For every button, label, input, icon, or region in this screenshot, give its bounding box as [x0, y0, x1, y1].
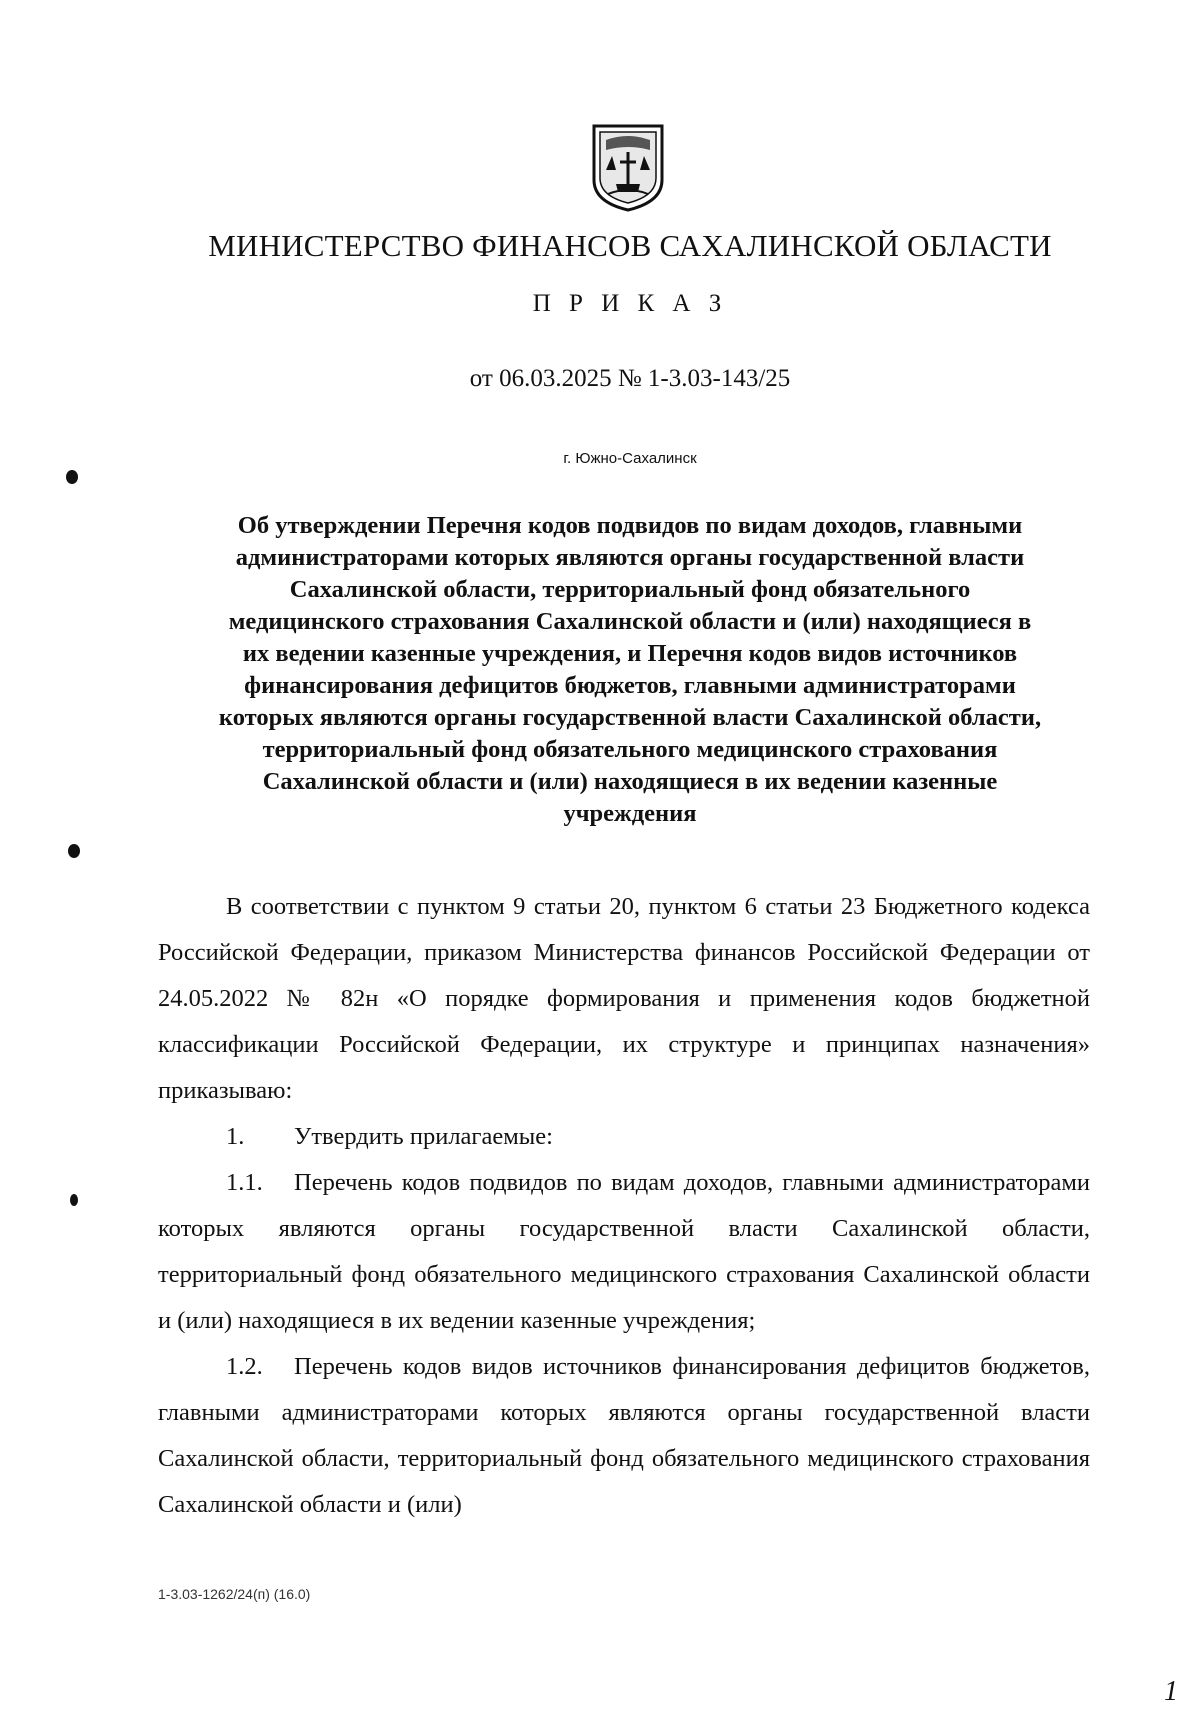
page-number: 1	[1164, 1676, 1178, 1707]
order-body	[158, 884, 1090, 1528]
item-1-2	[158, 1344, 1090, 1528]
city: г. Южно-Сахалинск	[563, 450, 697, 467]
document-code: 1-3.03-1262/24(п) (16.0)	[158, 1586, 311, 1602]
preamble: В соответствии с пунктом 9 статьи 20, пунктом 6 статьи 23 Бюджетного кодекса Российской Федерации, приказом Министерства финансов Российской Федерации от 24.05.2022 № 82н «О порядке формирования и применения кодов бюджетной классификации Российской Федерации, их структуре и принципах назначения» приказываю:	[158, 893, 1090, 1104]
item-1-1-text: Перечень кодов подвидов по видам доходов, главными администраторами которых являются органы государственной власти Сахалинской области, территориальный фонд обязательного медицинского страхования Сахалинской области и (или) находящиеся в их ведении казенные учреждения;	[158, 1169, 1090, 1334]
order-number: от 06.03.2025 № 1-3.03-143/25	[469, 365, 791, 392]
item-1-text: Утвердить прилагаемые:	[294, 1123, 553, 1150]
item-1	[158, 1114, 1090, 1160]
document-type: П Р И К А З	[532, 290, 728, 317]
item-1-2-number: 1.2.	[226, 1353, 263, 1380]
item-1-number: 1.	[226, 1123, 245, 1150]
order-title: Об утверждении Перечня кодов подвидов по видам доходов, главными администраторами которых являются органы государственной власти Сахалинской области, территориальный фонд обязательного медицинского страхования Сахалинской области и (или) находящиеся в их ведении казенные учреждения, и Перечня кодов видов источников финансирования дефицитов бюджетов, главными администраторами которых являются органы государственной власти Сахалинской области, территориальный фонд обязательного медицинского страхования Сахалинской области и (или) находящиеся в их ведении казенные учреждения	[218, 512, 1042, 827]
item-1-1-number: 1.1.	[226, 1169, 263, 1196]
ministry-name: МИНИСТЕРСТВО ФИНАНСОВ САХАЛИНСКОЙ ОБЛАСТИ	[208, 228, 1052, 263]
item-1-2-text: Перечень кодов видов источников финансирования дефицитов бюджетов, главными администраторами которых являются органы государственной власти Сахалинской области, территориальный фонд обязательного медицинского страхования Сахалинской области и (или)	[158, 1353, 1090, 1518]
punch-hole-mark	[68, 844, 80, 858]
punch-hole-mark	[70, 1194, 78, 1206]
item-1-1	[158, 1160, 1090, 1344]
punch-hole-mark	[66, 470, 78, 484]
coat-of-arms-icon	[588, 122, 668, 214]
